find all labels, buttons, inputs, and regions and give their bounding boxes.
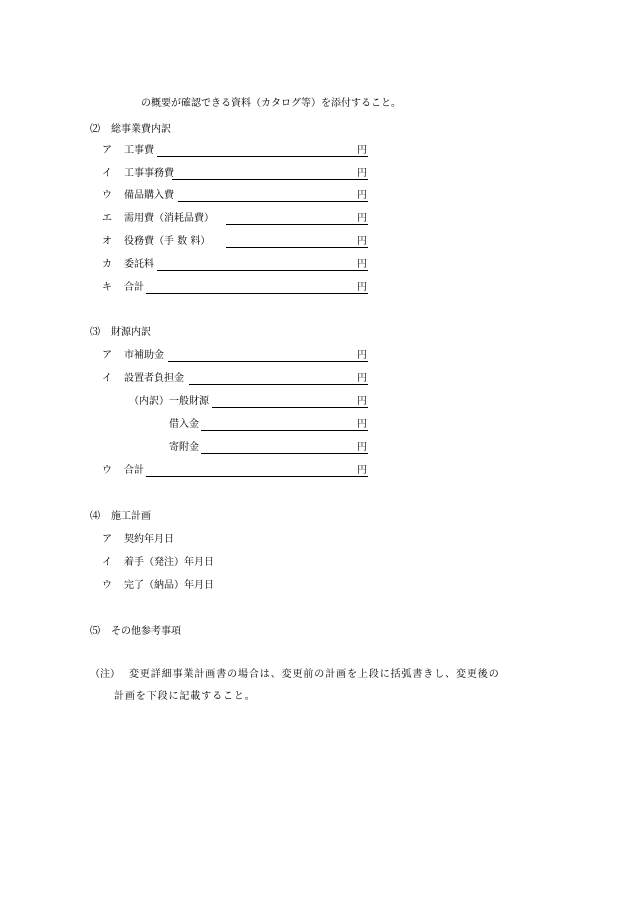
row-mark: ア	[102, 145, 112, 156]
row-mark: キ	[102, 282, 112, 293]
cost-row-construction	[0, 144, 630, 158]
yen-unit: 円	[357, 442, 367, 453]
blank-line	[212, 407, 368, 408]
plan-mark: ア	[102, 534, 112, 545]
row-mark: エ	[102, 213, 112, 224]
section2-number: ⑵	[90, 124, 100, 135]
row-label: 合計	[124, 282, 144, 293]
cost-row-service	[0, 235, 630, 249]
yen-unit: 円	[357, 145, 367, 156]
cost-row-equipment	[0, 189, 630, 203]
blank-line	[226, 247, 368, 248]
yen-unit: 円	[357, 168, 367, 179]
row-label: 工事費	[124, 145, 154, 156]
cost-row-office	[0, 167, 630, 181]
funding-row-general	[0, 395, 630, 409]
yen-unit: 円	[357, 213, 367, 224]
intro-text: の概要が確認できる資料（カタログ等）を添付すること。	[141, 98, 401, 109]
cost-row-consignment	[0, 258, 630, 272]
row-mark: オ	[102, 236, 112, 247]
row-label: 寄附金	[169, 442, 199, 453]
note-mark: （注）	[90, 669, 120, 680]
row-label: 合計	[124, 465, 144, 476]
section4-heading: 施工計画	[111, 511, 151, 522]
row-mark: カ	[102, 259, 112, 270]
cost-row-total	[0, 281, 630, 295]
row-label: 備品購入費	[124, 190, 174, 201]
blank-line	[189, 384, 368, 385]
row-label: 委託料	[124, 259, 154, 270]
row-label: 借入金	[169, 419, 199, 430]
blank-line	[201, 453, 368, 454]
section5-number: ⑸	[90, 626, 100, 637]
funding-row-total	[0, 464, 630, 478]
section3-number: ⑶	[90, 327, 100, 338]
plan-start-date: 着手（発注）年月日	[124, 557, 214, 568]
note-line2: 計画を下段に記載すること。	[114, 691, 256, 702]
yen-unit: 円	[357, 236, 367, 247]
row-label: 市補助金	[124, 350, 164, 361]
yen-unit: 円	[357, 190, 367, 201]
yen-unit: 円	[357, 282, 367, 293]
funding-row-subsidy	[0, 349, 630, 363]
plan-mark: ウ	[102, 580, 112, 591]
section2-heading: 総事業費内訳	[111, 124, 171, 135]
yen-unit: 円	[357, 350, 367, 361]
yen-unit: 円	[357, 465, 367, 476]
row-mark: ア	[102, 350, 112, 361]
row-label: 設置者負担金	[124, 373, 184, 384]
row-label: 役務費（手 数 料）	[124, 236, 211, 247]
section3-heading: 財源内訳	[111, 327, 151, 338]
blank-line	[146, 476, 368, 477]
blank-line	[226, 224, 368, 225]
row-mark: イ	[102, 168, 112, 179]
yen-unit: 円	[357, 259, 367, 270]
row-label: 工事事務費	[124, 168, 174, 179]
blank-line	[157, 156, 368, 157]
breakdown-prefix: （内訳）	[129, 396, 169, 407]
yen-unit: 円	[357, 373, 367, 384]
blank-line	[201, 430, 368, 431]
row-label: 需用費（消耗品費）	[124, 213, 214, 224]
yen-unit: 円	[357, 419, 367, 430]
plan-contract-date: 契約年月日	[124, 534, 174, 545]
section5-heading: その他参考事項	[111, 626, 181, 637]
row-mark: ウ	[102, 465, 112, 476]
blank-line	[146, 293, 368, 294]
funding-row-loan	[0, 418, 630, 432]
blank-line	[168, 361, 368, 362]
blank-line	[178, 201, 368, 202]
row-label: 一般財源	[169, 396, 209, 407]
funding-row-donation	[0, 441, 630, 455]
funding-row-owner	[0, 372, 630, 386]
cost-row-supplies	[0, 212, 630, 226]
plan-mark: イ	[102, 557, 112, 568]
note-line1: 変更詳細事業計画書の場合は、変更前の計画を上段に括弧書きし、変更後の	[129, 669, 500, 680]
blank-line	[157, 270, 368, 271]
blank-line	[172, 179, 368, 180]
row-mark: ウ	[102, 190, 112, 201]
yen-unit: 円	[357, 396, 367, 407]
row-mark: イ	[102, 373, 112, 384]
plan-completion-date: 完了（納品）年月日	[124, 580, 214, 591]
section4-number: ⑷	[90, 511, 100, 522]
